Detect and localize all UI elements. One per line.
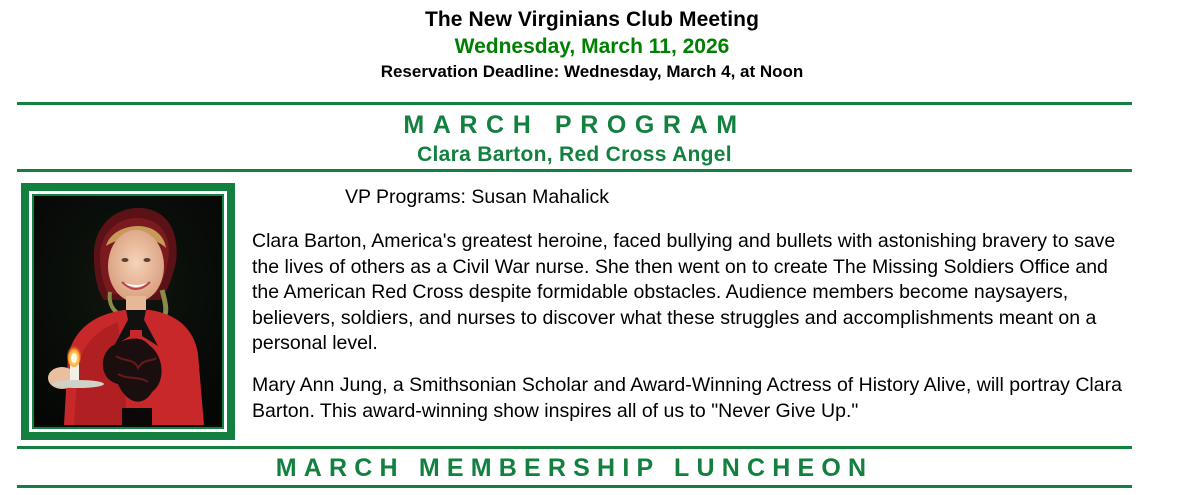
divider-rule bbox=[17, 102, 1132, 105]
meeting-header bbox=[0, 6, 1184, 83]
clara-barton-photo bbox=[34, 196, 222, 427]
divider-rule bbox=[17, 446, 1132, 449]
reservation-deadline: Reservation Deadline: Wednesday, March 4, at Noon bbox=[380, 62, 804, 81]
program-description: Clara Barton, America's greatest heroine, faced bullying and bullets with astonishing bravery to save the lives of others as a Civil War nurse. She then went on to create The Missing Soldiers Office and the American Red Cross despite formidable obstacles. Audience members become naysayers, believers, soldiers, and nurses to discover what these struggles and accomplishments meant on a personal level. bbox=[252, 230, 1116, 355]
performer-description: Mary Ann Jung, a Smithsonian Scholar and Award-Winning Actress of History Alive, will portray Clara Barton. This award-winning show inspires all of us to "Never Give Up." bbox=[252, 374, 1122, 422]
photo-frame bbox=[21, 183, 235, 440]
meeting-date: Wednesday, March 11, 2026 bbox=[454, 35, 730, 58]
vp-programs-credit: VP Programs: Susan Mahalick bbox=[344, 186, 610, 208]
divider-rule bbox=[17, 485, 1132, 488]
luncheon-heading: MARCH MEMBERSHIP LUNCHEON bbox=[275, 454, 874, 482]
portrait-illustration bbox=[34, 196, 220, 425]
program-heading: MARCH PROGRAM bbox=[403, 111, 746, 139]
program-subtitle: Clara Barton, Red Cross Angel bbox=[417, 143, 732, 166]
divider-rule bbox=[17, 169, 1132, 172]
meeting-title: The New Virginians Club Meeting bbox=[424, 8, 760, 31]
